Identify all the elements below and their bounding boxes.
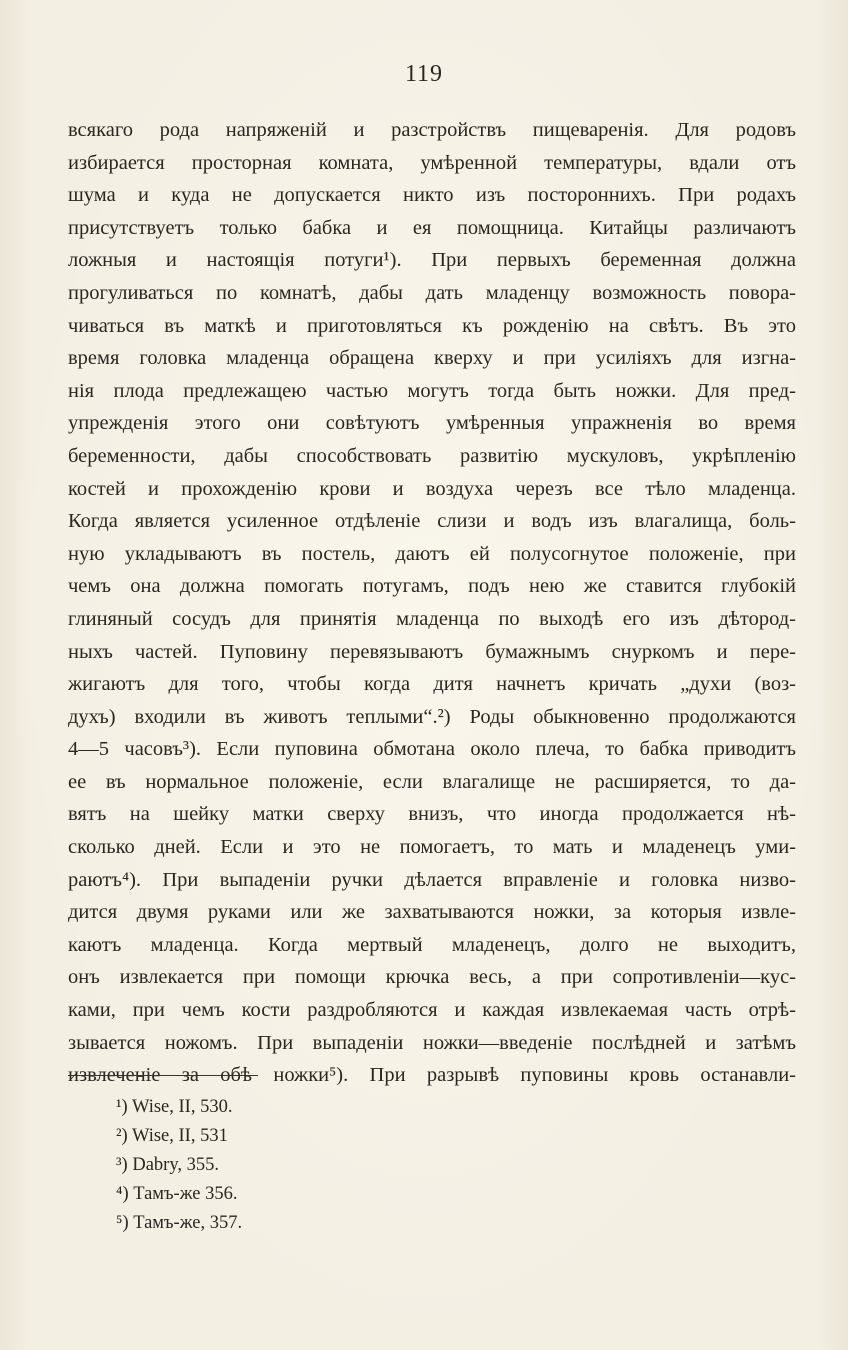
body-text (68, 114, 796, 1092)
text-line: духъ) входили въ животъ теплыми“.²) Роды обыкновенно продолжаются (68, 705, 796, 728)
text-line: дится двумя руками или же захватываются ножки, за которыя извле- (68, 901, 796, 924)
text-line: прогуливаться по комнатѣ, дабы дать младенцу возможность повора- (68, 281, 796, 304)
text-line: шума и куда не допускается никто изъ постороннихъ. При родахъ (68, 184, 796, 207)
text-line: беременности, дабы способствовать развитію мускуловъ, укрѣпленію (68, 444, 796, 467)
text-line: жигаютъ для того, чтобы когда дитя начнетъ кричать „духи (воз- (68, 673, 796, 696)
footnote: ²) Wise, II, 531 (116, 1126, 228, 1146)
text-line: Когда является усиленное отдѣленіе слизи и водъ изъ влагалища, боль- (68, 510, 796, 533)
text-line: нія плода предлежащею частью могутъ тогда быть ножки. Для пред- (68, 379, 796, 402)
text-line: присутствуетъ только бабка и ея помощница. Китайцы различаютъ (68, 216, 796, 239)
text-line: вятъ на шейку матки сверху внизъ, что иногда продолжается нѣ- (68, 803, 796, 826)
footnote: ¹) Wise, II, 530. (116, 1097, 233, 1117)
text-line: время головка младенца обращена кверху и при усиліяхъ для изгна- (68, 347, 796, 370)
footnote: ⁴) Тамъ-же 356. (116, 1184, 238, 1204)
text-line: сколько дней. Если и это не помогаетъ, то мать и младенецъ уми- (68, 836, 796, 859)
text-line: ками, при чемъ кости раздробляются и каждая извлекаемая часть отрѣ- (68, 999, 796, 1022)
text-line: извлеченіе за обѣ ножки⁵). При разрывѣ пуповины кровь останавли- (68, 1064, 796, 1087)
text-line: ее въ нормальное положеніе, если влагалище не расширяется, то да- (68, 770, 796, 793)
text-line: чемъ она должна помогать потугамъ, подъ нею же ставится глубокій (68, 575, 796, 598)
text-line: глиняный сосудъ для принятія младенца по выходѣ его изъ дѣтород- (68, 607, 796, 630)
text-line: зывается ножомъ. При выпаденіи ножки—введеніе послѣдней и затѣмъ (68, 1031, 796, 1054)
text-line: раютъ⁴). При выпаденіи ручки дѣлается вправленіе и головка низво- (68, 868, 796, 891)
footnotes (116, 1093, 516, 1238)
text-line: чиваться въ маткѣ и приготовляться къ рожденію на свѣтъ. Въ это (68, 314, 796, 337)
footnote: ⁵) Тамъ-же, 357. (116, 1213, 243, 1233)
footnote-divider (68, 1075, 258, 1076)
text-line: каютъ младенца. Когда мертвый младенецъ, долго не выходитъ, (68, 933, 796, 956)
text-line: ложныя и настоящія потуги¹). При первыхъ беременная должна (68, 249, 796, 272)
text-line: ныхъ частей. Пуповину перевязываютъ бумажнымъ снуркомъ и пере- (68, 640, 796, 663)
text-line: костей и прохожденію крови и воздуха черезъ все тѣло младенца. (68, 477, 796, 500)
text-line: избирается просторная комната, умѣренной температуры, вдали отъ (68, 151, 796, 174)
text-line: онъ извлекается при помощи крючка весь, а при сопротивленіи—кус- (68, 966, 796, 989)
page-number: 119 (404, 61, 444, 87)
text-line: упрежденія этого они совѣтуютъ умѣренныя упражненія во время (68, 412, 796, 435)
text-line: 4—5 часовъ³). Если пуповина обмотана около плеча, то бабка приводитъ (68, 738, 796, 761)
footnote: ³) Dabry, 355. (116, 1155, 219, 1175)
text-line: всякаго рода напряженій и разстройствъ пищеваренія. Для родовъ (68, 119, 796, 141)
text-line: ную укладываютъ въ постель, даютъ ей полусогнутое положеніе, при (68, 542, 796, 565)
